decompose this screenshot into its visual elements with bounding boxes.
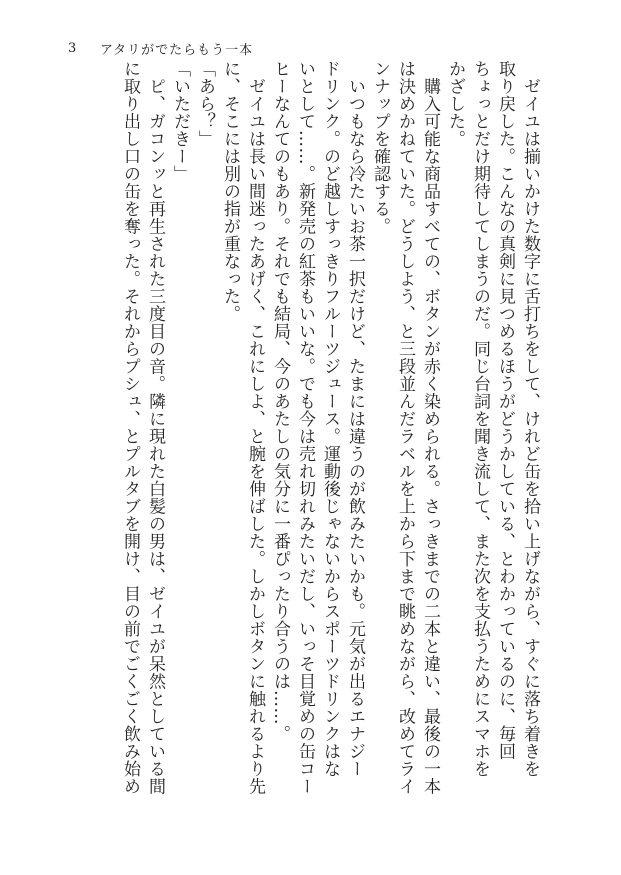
text-line: 「いただきー」 — [170, 60, 190, 183]
text-line: ドリンク。のど越しすっきりフルーツジュース。運動後じゃないからスポーツドリンクはな — [320, 60, 340, 778]
running-title: アタリがでたらもう一本 — [100, 42, 254, 58]
text-line: 取り戻した。こんなの真剣に見つめるほうがどうかしている、とわかっているのに、毎回 — [495, 60, 515, 760]
running-header — [68, 38, 253, 58]
text-line: 「あら？」 — [195, 60, 215, 148]
text-line: いとして……。新発売の紅茶もいいな。でも今は売れ切れみたいだし、いっそ目覚めの缶コー — [295, 60, 315, 795]
page-number: 3 — [68, 40, 78, 56]
text-line: ピ、ガコンッと再生された三度目の音。隣に現れた白髪の男は、ゼイユが呆然としている間 — [145, 60, 165, 795]
vertical-body-text — [78, 60, 542, 820]
text-line: ゼイユは揃いかけた数字に舌打ちをして、けれど缶を拾い上げながら、すぐに落ち着きを — [520, 60, 540, 778]
text-line: 購入可能な商品すべての、ボタンが赤く染められる。さっきまでの二本と違い、最後の一本 — [420, 60, 440, 795]
text-line: かざした。 — [445, 60, 465, 148]
text-line: いつもなら冷たいお茶一択だけど、たまには違うのが飲みたいかも。元気が出るエナジー — [345, 60, 365, 778]
text-line: に取り出し口の缶を奪った。それからプシュ、とプルタブを開け、目の前でごくごく飲み始め — [120, 60, 140, 795]
text-line: ゼイユは長い間迷ったあげく、これにしよ、と腕を伸ばした。しかしボタンに触れるより先 — [245, 60, 265, 795]
text-line: ヒーなんてのもあり。それでも結局、今のあたしの気分に一番ぴったり合うのは……。 — [270, 60, 290, 743]
text-line: に、そこには別の指が重なった。 — [220, 60, 240, 323]
text-line: ンナップを確認する。 — [370, 60, 390, 235]
text-line: ちょっとだけ期待してしまうのだ。同じ台詞を聞き流して、また次を支払うためにスマホを — [470, 60, 490, 778]
text-line: は決めかねていた。どうしよう、と三段並んだラベルを上から下まで眺めながら、改めてライ — [395, 60, 415, 795]
